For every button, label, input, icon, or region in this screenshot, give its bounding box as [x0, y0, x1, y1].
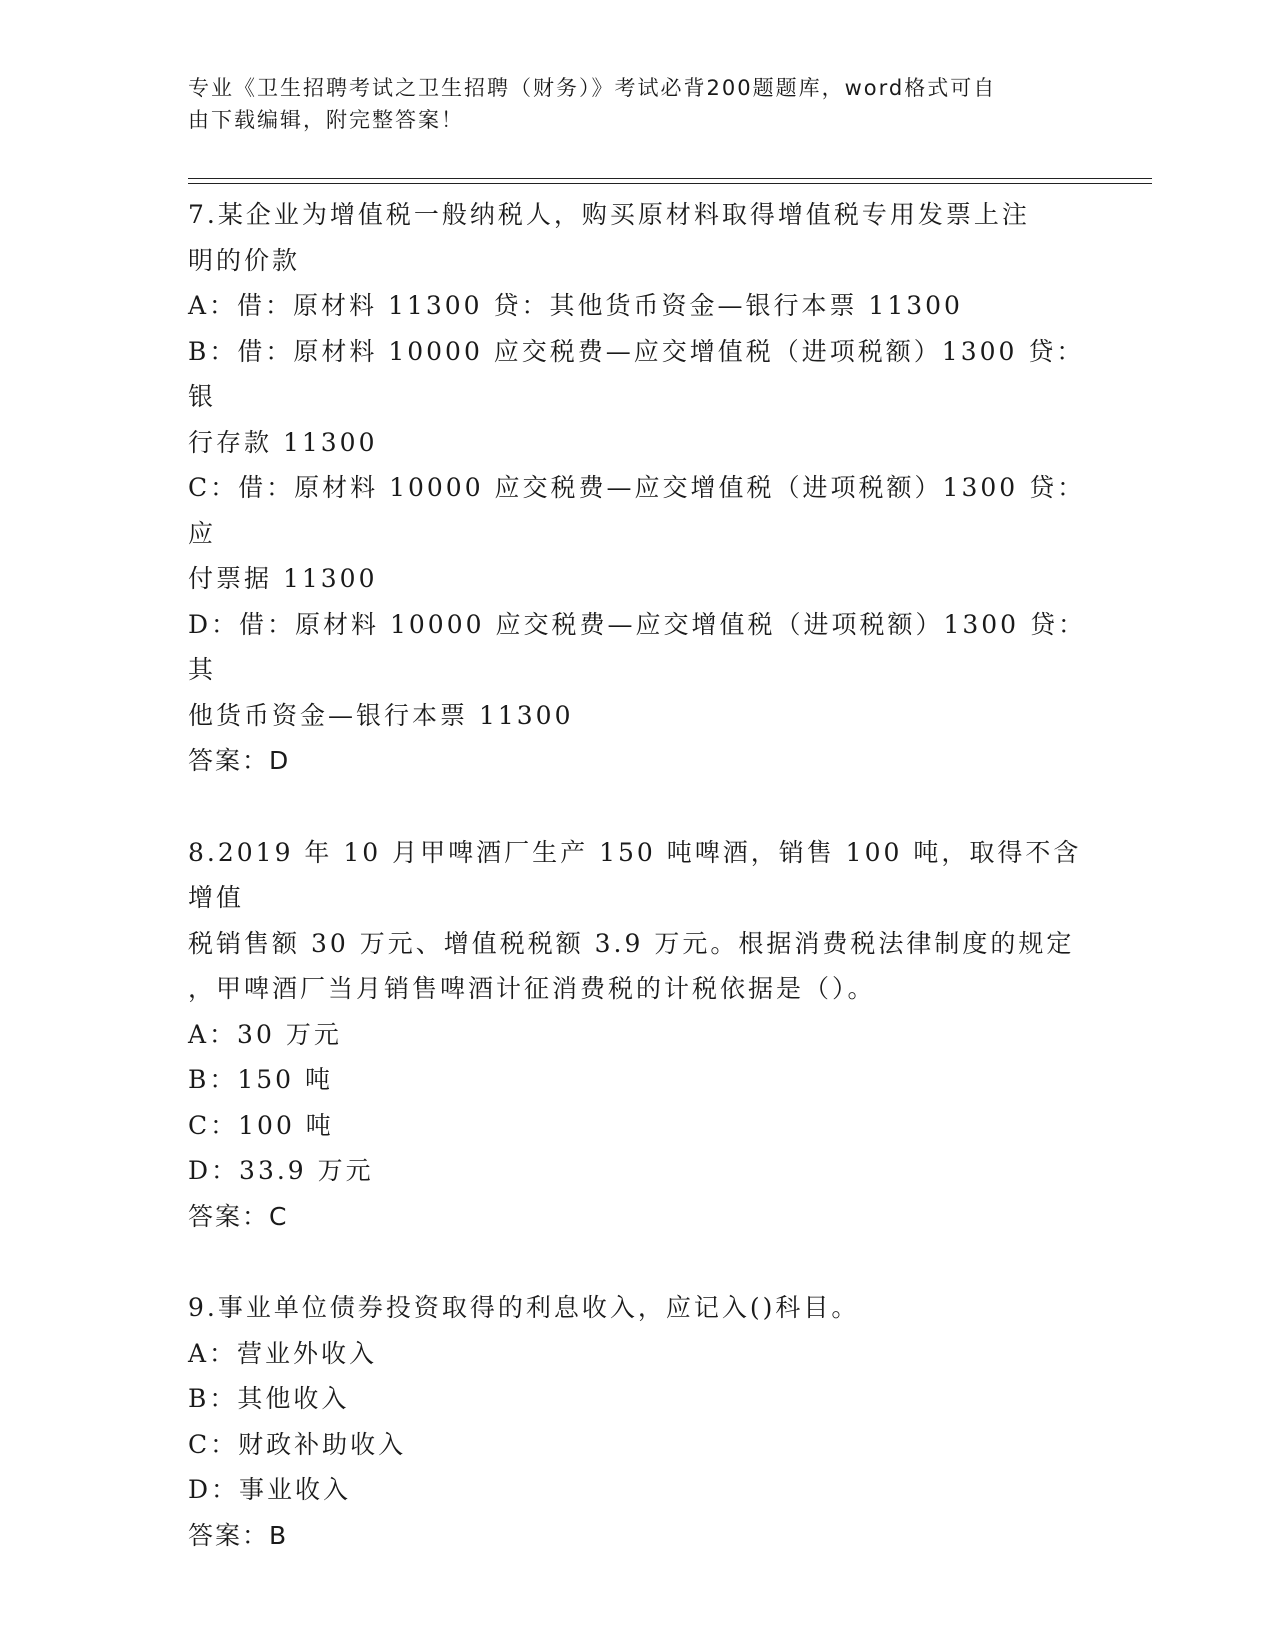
question-stem-line: 明的价款 [188, 245, 301, 275]
option-d: D：事业收入 [188, 1475, 352, 1504]
option-c: C：借：原材料 10000 应交税费—应交增值税（进项税额）1300 贷：应 [188, 473, 1086, 548]
question-stem-line: 税销售额 30 万元、增值税税额 3.9 万元。根据消费税法律制度的规定 [188, 928, 1075, 958]
header-divider-bottom [188, 183, 1152, 184]
question-stem-line: 9.事业单位债券投资取得的利息收入，应记入()科目。 [188, 1293, 860, 1322]
option-b: B：借：原材料 10000 应交税费—应交增值税（进项税额）1300 贷：银 [188, 336, 1085, 411]
header-line-1: 专业《卫生招聘考试之卫生招聘（财务）》考试必背200题题库，word格式可自 [188, 76, 997, 100]
question-9 [188, 1285, 1088, 1558]
question-list [188, 192, 1088, 1604]
option-d: D：借：原材料 10000 应交税费—应交增值税（进项税额）1300 贷：其 [188, 609, 1087, 684]
question-7 [188, 192, 1088, 784]
option-a: A：30 万元 [188, 1019, 342, 1049]
option-d-continued: 他货币资金—银行本票 11300 [188, 700, 574, 730]
option-d: D：33.9 万元 [188, 1156, 374, 1185]
option-c: C：100 吨 [188, 1110, 334, 1140]
option-b: B：150 吨 [188, 1065, 334, 1094]
option-b: B：其他收入 [188, 1384, 350, 1413]
question-stem-line: 8.2019 年 10 月甲啤酒厂生产 150 吨啤酒，销售 100 吨，取得不含增值 [188, 837, 1082, 912]
option-c-continued: 付票据 11300 [188, 564, 378, 593]
question-8 [188, 830, 1088, 1240]
answer: 答案：C [188, 1201, 289, 1231]
document-header [188, 72, 1068, 136]
header-line-2: 由下载编辑，附完整答案！ [188, 108, 464, 132]
option-b-continued: 行存款 11300 [188, 427, 378, 457]
question-stem-line: ，甲啤酒厂当月销售啤酒计征消费税的计税依据是（）。 [188, 974, 876, 1003]
option-a: A：借：原材料 11300 贷：其他货币资金—银行本票 11300 [188, 291, 963, 320]
answer: 答案：B [188, 1520, 289, 1550]
answer: 答案：D [188, 746, 291, 775]
header-divider-top [188, 178, 1152, 179]
option-c: C：财政补助收入 [188, 1429, 407, 1459]
question-stem-line: 7.某企业为增值税一般纳税人，购买原材料取得增值税专用发票上注 [188, 200, 1030, 229]
option-a: A：营业外收入 [188, 1338, 378, 1368]
